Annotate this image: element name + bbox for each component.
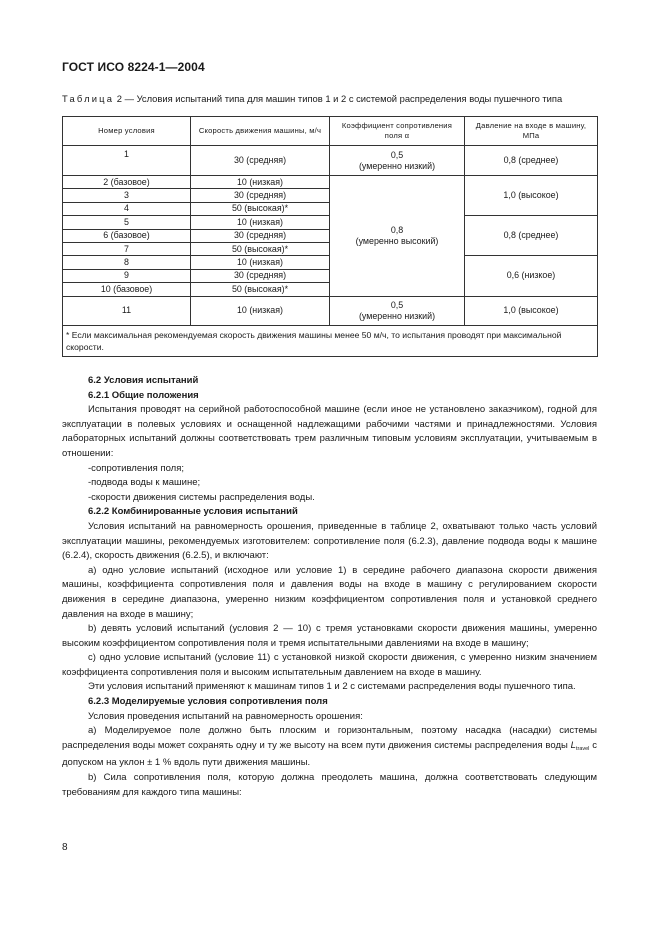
cell-pressure: 0,8 (среднее) xyxy=(465,216,598,256)
cell-condition: 8 xyxy=(63,256,191,269)
cell-coefficient xyxy=(330,296,465,325)
caption-label: Таблица xyxy=(62,93,115,104)
coef-value: 0,8 xyxy=(390,224,404,235)
cell-condition: 1 xyxy=(63,146,191,176)
list-item: -скорости движения системы распределения воды. xyxy=(88,491,315,503)
list-item: -сопротивления поля; xyxy=(88,462,185,474)
paragraph: Условия испытаний на равномерность орошения, приведенные в таблице 2, охватывают только часть условий эксплуатации машины, рекомендуемых изготовителем: сопротивление поля (6.2.3), давление подвода воды к машине (6.2.4), скорость движения (6.2.5), и включают: xyxy=(62,520,597,562)
cell-condition: 9 xyxy=(63,269,191,282)
paragraph-part: a) Моделируемое поле должно быть плоским и горизонтальным, поэтому насадка (насадки) системы распределения воды может сохранять одну и ту же высоту на всем пути движения системы распределения воды xyxy=(62,725,597,751)
cell-speed: 50 (высокая)* xyxy=(191,283,330,296)
cell-coefficient xyxy=(330,176,465,297)
cell-speed: 10 (низкая) xyxy=(191,176,330,189)
table-row xyxy=(63,296,598,325)
coef-value: 0,5 xyxy=(390,299,404,310)
paragraph xyxy=(62,724,597,771)
table-footnote: * Если максимальная рекомендуемая скорость движения машины менее 50 м/ч, то испытания проводят при максимальной скорости. xyxy=(63,325,598,356)
cell-pressure: 0,6 (низкое) xyxy=(465,256,598,296)
cell-condition: 6 (базовое) xyxy=(63,229,191,242)
col-header-pressure: Давление на входе в машину, МПа xyxy=(465,117,598,146)
coef-desc: (умеренно низкий) xyxy=(358,310,436,321)
cell-condition: 7 xyxy=(63,242,191,255)
cell-speed: 30 (средняя) xyxy=(191,189,330,202)
body-text xyxy=(62,374,597,800)
paragraph: Условия проведения испытаний на равномерность орошения: xyxy=(88,710,363,722)
cell-coefficient xyxy=(330,146,465,176)
cell-pressure: 0,8 (среднее) xyxy=(465,146,598,176)
cell-condition: 4 xyxy=(63,202,191,215)
coef-value: 0,5 xyxy=(390,149,404,160)
cell-speed: 30 (средняя) xyxy=(191,269,330,282)
paragraph-part: с допуском на уклон ± 1 % вдоль пути движения машины. xyxy=(62,739,597,769)
cell-pressure: 1,0 (высокое) xyxy=(465,296,598,325)
l-travel-subscript: travel xyxy=(575,745,590,752)
coef-desc: (умеренно низкий) xyxy=(358,160,436,171)
caption-text: — Условия испытаний типа для машин типов 1 и 2 с системой распределения воды пушечного типа xyxy=(124,93,563,104)
paragraph: c) одно условие испытаний (условие 11) с установкой низкой скорости движения, с умеренно низким значением коэффициента сопротивления поля и высоким испытательным давлением на входе в машину. xyxy=(62,652,597,678)
paragraph: a) одно условие испытаний (исходное или условие 1) в середине рабочего диапазона скорости движения машины, коэффициента сопротивления поля и давления воды на входе в машину с регулированием скорости движения в середине диапазона, умеренно низким коэффициентом сопротивления поля и установкой среднего давления на входе в машину; xyxy=(62,564,597,620)
cell-condition: 5 xyxy=(63,216,191,229)
table-row xyxy=(63,146,598,176)
cell-condition: 11 xyxy=(63,296,191,325)
col-header-coefficient: Коэффициент сопротивления поля α xyxy=(330,117,465,146)
cell-speed: 10 (низкая) xyxy=(191,216,330,229)
cell-speed: 30 (средняя) xyxy=(191,146,330,176)
table-caption xyxy=(62,93,602,104)
coef-desc: (умеренно высокий) xyxy=(355,235,439,246)
cell-condition: 10 (базовое) xyxy=(63,283,191,296)
list-item: -подвода воды к машине; xyxy=(88,477,201,489)
table-footnote-row xyxy=(63,325,598,356)
paragraph: Испытания проводят на серийной работоспособной машине (если иное не установлено заказчиком), годной для эксплуатации в полевых условиях и оснащенной надлежащими рабочими частями и принадлежностями. Условия лабораторных испытаний должны соответствовать трем различным типовым условиям эксплуатации, учитываемым в отношении: xyxy=(62,404,597,459)
cell-speed: 30 (средняя) xyxy=(191,229,330,242)
cell-speed: 10 (низкая) xyxy=(191,256,330,269)
paragraph: Эти условия испытаний применяют к машинам типов 1 и 2 с системами распределения воды пушечного типа. xyxy=(88,681,576,693)
cell-condition: 2 (базовое) xyxy=(63,176,191,189)
col-header-condition: Номер условия xyxy=(63,117,191,146)
section-6-2-heading: 6.2 Условия испытаний xyxy=(88,375,199,386)
table-row xyxy=(63,176,598,189)
page-number: 8 xyxy=(62,842,68,853)
test-conditions-table xyxy=(62,116,598,357)
cell-speed: 50 (высокая)* xyxy=(191,242,330,255)
cell-speed: 10 (низкая) xyxy=(191,296,330,325)
section-6-2-1-heading: 6.2.1 Общие положения xyxy=(88,389,199,401)
section-6-2-3-heading: 6.2.3 Моделируемые условия сопротивления поля xyxy=(88,696,328,708)
l-travel-symbol: L xyxy=(570,739,576,751)
caption-number: 2 xyxy=(116,93,122,104)
section-6-2-2-heading: 6.2.2 Комбинированные условия испытаний xyxy=(88,506,298,518)
cell-speed: 50 (высокая)* xyxy=(191,202,330,215)
paragraph: b) Сила сопротивления поля, которую должна преодолеть машина, должна соответствовать следующим требованиям для каждого типа машины: xyxy=(62,772,597,798)
paragraph: b) девять условий испытаний (условия 2 — 10) с тремя установками скорости движения машины, умеренно высоким коэффициентом сопротивления поля и тремя испытательными давлениями на входе в машину; xyxy=(62,623,597,649)
cell-pressure: 1,0 (высокое) xyxy=(465,176,598,216)
standard-header: ГОСТ ИСО 8224-1—2004 xyxy=(62,60,205,74)
cell-condition: 3 xyxy=(63,189,191,202)
col-header-speed: Скорость движения машины, м/ч xyxy=(191,117,330,146)
